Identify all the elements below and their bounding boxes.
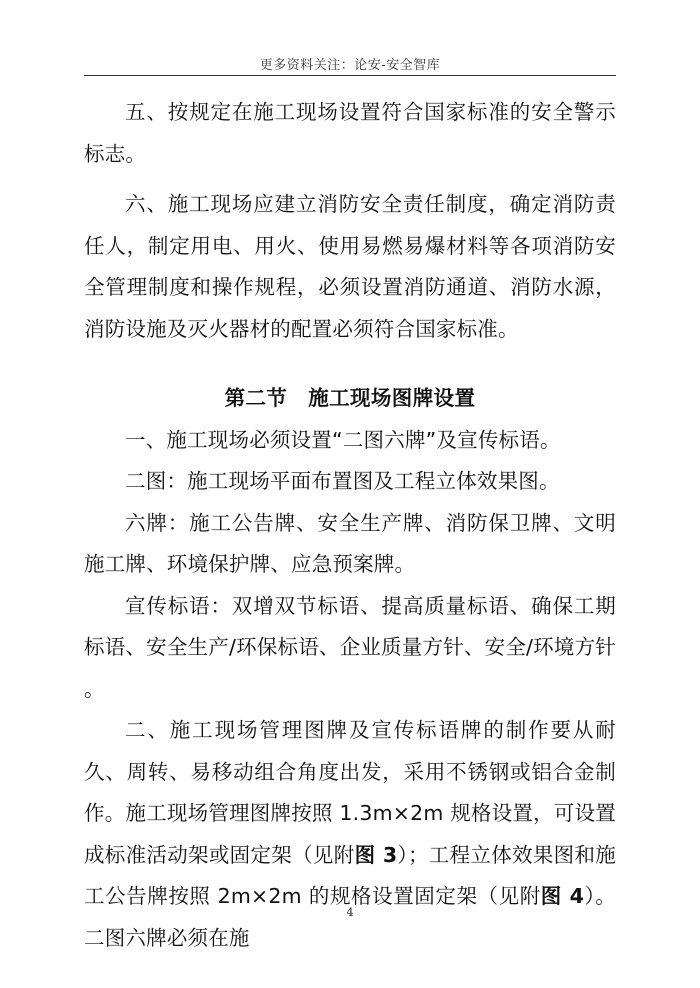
page-number: 4	[346, 906, 354, 919]
page-header: 更多资料关注：论安-安全智库	[259, 58, 441, 73]
paragraph-item-6: 六、施工现场应建立消防安全责任制度，确定消防责任人，制定用电、用火、使用易燃易爆材料等各项消防安全管理制度和操作规程，必须设置消防通道、消防水源，消防设施及灭火器材的配置必须符合国家标准。	[84, 192, 616, 341]
header-divider	[84, 75, 616, 76]
figure-reference-3: 图 3	[354, 842, 398, 867]
paragraph-two-maps: 二图：施工现场平面布置图及工程立体效果图。	[125, 469, 560, 493]
figure-reference-4: 图 4	[540, 884, 585, 908]
paragraph-section-2-part3: ）。二图六牌必须在施	[84, 884, 616, 950]
paragraph-section-2-part1: 二、施工现场管理图牌及宣传标语牌的制作要从耐久、周转、易移动组合角度出发，采用不锈钢或铝合金制作。施工现场管理图牌按照 1.3m×2m 规格设置，可设置成标准活动架或固定架（见附	[84, 718, 616, 867]
paragraph-item-5: 五、按规定在施工现场设置符合国家标准的安全警示标志。	[84, 100, 616, 166]
paragraph-six-boards: 六牌：施工公告牌、安全生产牌、消防保卫牌、文明施工牌、环境保护牌、应急预案牌。	[84, 510, 616, 576]
paragraph-slogans: 宣传标语：双增双节标语、提高质量标语、确保工期标语、安全生产/环保标语、企业质量方针、安全/环境方针 。	[84, 593, 616, 701]
document-body	[84, 92, 616, 959]
paragraph-section-2	[84, 710, 616, 959]
section-title: 第二节 施工现场图牌设置	[224, 386, 476, 410]
paragraph-section-2-part2: ）；工程立体效果图和施工公告牌按照 2m×2m 的规格设置固定架（见附	[84, 842, 616, 908]
paragraph-section-1: 一、施工现场必须设置“二图六牌”及宣传标语。	[125, 427, 561, 452]
